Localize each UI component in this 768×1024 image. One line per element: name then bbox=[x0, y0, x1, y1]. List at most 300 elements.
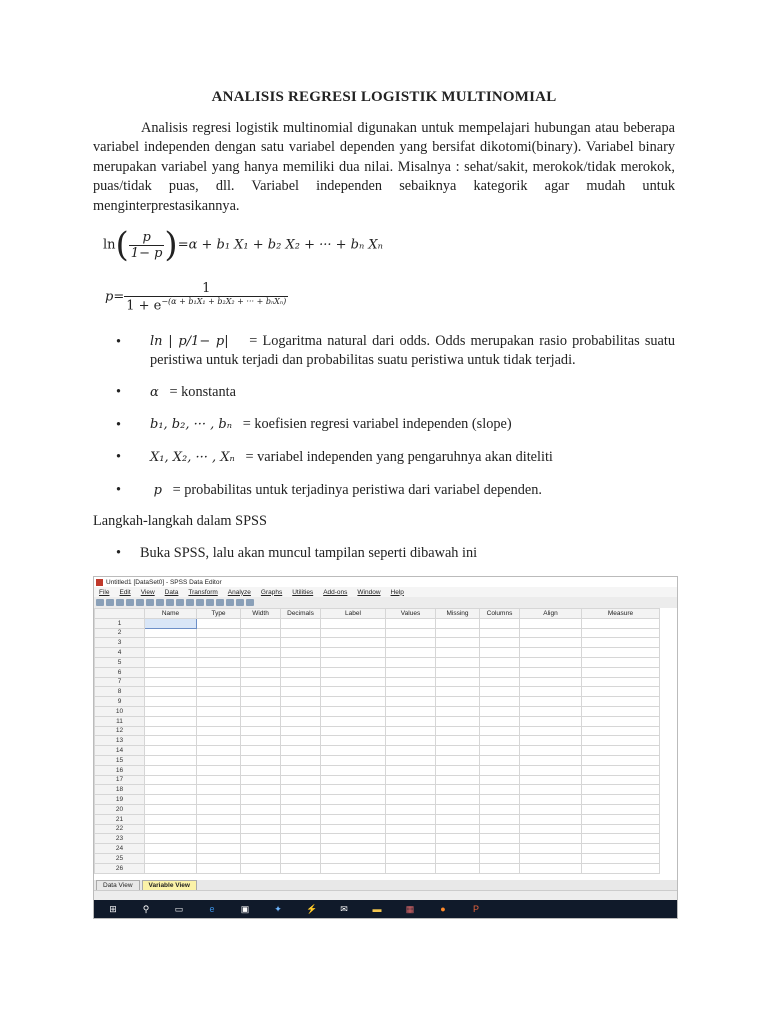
spss-cell[interactable] bbox=[197, 804, 241, 814]
spss-row-number[interactable]: 9 bbox=[95, 697, 145, 707]
spss-cell[interactable] bbox=[480, 667, 520, 677]
spss-column-header[interactable]: Missing bbox=[436, 609, 480, 619]
spss-cell[interactable] bbox=[436, 716, 480, 726]
spss-cell[interactable] bbox=[520, 853, 582, 863]
spss-cell[interactable] bbox=[436, 755, 480, 765]
spss-row-number[interactable]: 3 bbox=[95, 638, 145, 648]
spss-cell[interactable] bbox=[386, 648, 436, 658]
spss-cell[interactable] bbox=[241, 716, 281, 726]
spss-cell[interactable] bbox=[145, 736, 197, 746]
spss-cell[interactable] bbox=[145, 795, 197, 805]
spss-cell[interactable] bbox=[281, 755, 321, 765]
spss-cell[interactable] bbox=[241, 804, 281, 814]
spss-cell[interactable] bbox=[145, 844, 197, 854]
spss-cell[interactable] bbox=[197, 706, 241, 716]
spss-cell[interactable] bbox=[480, 844, 520, 854]
spss-cell[interactable] bbox=[321, 853, 386, 863]
spss-cell[interactable] bbox=[480, 765, 520, 775]
spss-cell[interactable] bbox=[480, 736, 520, 746]
spss-cell[interactable] bbox=[436, 765, 480, 775]
spss-row-number[interactable]: 26 bbox=[95, 863, 145, 873]
spss-cell[interactable] bbox=[386, 755, 436, 765]
find-icon[interactable] bbox=[176, 599, 184, 606]
spss-row-number[interactable]: 1 bbox=[95, 618, 145, 628]
spss-cell[interactable] bbox=[321, 677, 386, 687]
spss-cell[interactable] bbox=[480, 853, 520, 863]
spss-row-number[interactable]: 16 bbox=[95, 765, 145, 775]
spss-cell[interactable] bbox=[281, 687, 321, 697]
spss-row-number[interactable]: 10 bbox=[95, 706, 145, 716]
spss-cell[interactable] bbox=[197, 736, 241, 746]
spss-column-header[interactable]: Decimals bbox=[281, 609, 321, 619]
spss-cell[interactable] bbox=[480, 824, 520, 834]
spss-cell[interactable] bbox=[436, 844, 480, 854]
spss-cell[interactable] bbox=[480, 706, 520, 716]
spss-cell[interactable] bbox=[386, 814, 436, 824]
spss-cell[interactable] bbox=[241, 746, 281, 756]
tab-variable-view[interactable]: Variable View bbox=[142, 880, 197, 890]
spss-cell[interactable] bbox=[241, 834, 281, 844]
spss-cell[interactable] bbox=[480, 638, 520, 648]
spss-cell[interactable] bbox=[520, 863, 582, 873]
spss-cell[interactable] bbox=[480, 726, 520, 736]
spss-cell[interactable] bbox=[520, 618, 582, 628]
spss-cell[interactable] bbox=[520, 775, 582, 785]
spss-cell[interactable] bbox=[386, 844, 436, 854]
print-icon[interactable] bbox=[116, 599, 124, 606]
spss-cell[interactable] bbox=[480, 746, 520, 756]
spss-cell[interactable] bbox=[145, 775, 197, 785]
spss-cell[interactable] bbox=[281, 648, 321, 658]
spss-row-number[interactable]: 17 bbox=[95, 775, 145, 785]
spss-cell[interactable] bbox=[145, 667, 197, 677]
value-labels-icon[interactable] bbox=[236, 599, 244, 606]
spss-cell[interactable] bbox=[386, 638, 436, 648]
spss-cell[interactable] bbox=[197, 834, 241, 844]
spss-cell[interactable] bbox=[582, 706, 660, 716]
spss-cell[interactable] bbox=[321, 687, 386, 697]
select-cases-icon[interactable] bbox=[226, 599, 234, 606]
spss-cell[interactable] bbox=[197, 628, 241, 638]
spss-cell[interactable] bbox=[281, 726, 321, 736]
spss-cell[interactable] bbox=[197, 775, 241, 785]
spss-row-number[interactable]: 25 bbox=[95, 853, 145, 863]
spss-cell[interactable] bbox=[281, 716, 321, 726]
spss-cell[interactable] bbox=[241, 657, 281, 667]
spss-row-number[interactable]: 20 bbox=[95, 804, 145, 814]
spss-cell[interactable] bbox=[582, 648, 660, 658]
spss-cell[interactable] bbox=[582, 618, 660, 628]
spss-cell[interactable] bbox=[145, 618, 197, 628]
spss-cell[interactable] bbox=[520, 726, 582, 736]
spss-cell[interactable] bbox=[321, 628, 386, 638]
spss-cell[interactable] bbox=[386, 863, 436, 873]
mail-icon[interactable]: ✉ bbox=[340, 904, 348, 914]
firefox-icon[interactable]: ● bbox=[440, 904, 446, 914]
spss-cell[interactable] bbox=[436, 648, 480, 658]
insert-cases-icon[interactable] bbox=[186, 599, 194, 606]
spss-cell[interactable] bbox=[281, 814, 321, 824]
spss-menu-utilities[interactable]: Utilities bbox=[292, 588, 314, 596]
tab-data-view[interactable]: Data View bbox=[96, 880, 140, 890]
spss-cell[interactable] bbox=[582, 736, 660, 746]
spss-row-number[interactable]: 22 bbox=[95, 824, 145, 834]
spss-cell[interactable] bbox=[582, 667, 660, 677]
dropbox-icon[interactable]: ✦ bbox=[274, 904, 282, 914]
spss-cell[interactable] bbox=[582, 687, 660, 697]
spss-cell[interactable] bbox=[197, 844, 241, 854]
open-icon[interactable] bbox=[96, 599, 104, 606]
spss-cell[interactable] bbox=[480, 775, 520, 785]
spss-cell[interactable] bbox=[145, 853, 197, 863]
spss-cell[interactable] bbox=[520, 697, 582, 707]
split-file-icon[interactable] bbox=[206, 599, 214, 606]
spss-row-number[interactable]: 5 bbox=[95, 657, 145, 667]
spss-cell[interactable] bbox=[145, 863, 197, 873]
spss-column-header[interactable]: Name bbox=[145, 609, 197, 619]
spss-cell[interactable] bbox=[145, 677, 197, 687]
spss-cell[interactable] bbox=[241, 765, 281, 775]
spss-cell[interactable] bbox=[386, 657, 436, 667]
spss-cell[interactable] bbox=[386, 706, 436, 716]
spss-cell[interactable] bbox=[321, 648, 386, 658]
spss-cell[interactable] bbox=[582, 677, 660, 687]
spss-cell[interactable] bbox=[480, 657, 520, 667]
spss-cell[interactable] bbox=[145, 834, 197, 844]
spss-cell[interactable] bbox=[241, 755, 281, 765]
spss-cell[interactable] bbox=[145, 765, 197, 775]
spss-cell[interactable] bbox=[321, 618, 386, 628]
spss-cell[interactable] bbox=[436, 706, 480, 716]
spss-cell[interactable] bbox=[145, 746, 197, 756]
spss-cell[interactable] bbox=[582, 628, 660, 638]
spss-cell[interactable] bbox=[386, 775, 436, 785]
spss-cell[interactable] bbox=[321, 755, 386, 765]
spss-cell[interactable] bbox=[197, 687, 241, 697]
spss-cell[interactable] bbox=[386, 795, 436, 805]
spss-row-number[interactable]: 23 bbox=[95, 834, 145, 844]
spss-column-header[interactable]: Type bbox=[197, 609, 241, 619]
spss-cell[interactable] bbox=[281, 795, 321, 805]
spss-cell[interactable] bbox=[520, 716, 582, 726]
spss-cell[interactable] bbox=[241, 824, 281, 834]
goto-case-icon[interactable] bbox=[156, 599, 164, 606]
spss-cell[interactable] bbox=[145, 628, 197, 638]
spss-row-number[interactable]: 19 bbox=[95, 795, 145, 805]
spss-cell[interactable] bbox=[241, 677, 281, 687]
spss-cell[interactable] bbox=[436, 824, 480, 834]
spss-menu-window[interactable]: Window bbox=[357, 588, 381, 596]
spss-cell[interactable] bbox=[520, 667, 582, 677]
spss-menu-analyze[interactable]: Analyze bbox=[227, 588, 251, 596]
spss-row-number[interactable]: 8 bbox=[95, 687, 145, 697]
spss-cell[interactable] bbox=[321, 804, 386, 814]
undo-icon[interactable] bbox=[136, 599, 144, 606]
spss-cell[interactable] bbox=[321, 697, 386, 707]
spss-column-header[interactable]: Values bbox=[386, 609, 436, 619]
spss-cell[interactable] bbox=[480, 785, 520, 795]
spss-cell[interactable] bbox=[480, 795, 520, 805]
spss-cell[interactable] bbox=[436, 785, 480, 795]
weight-cases-icon[interactable] bbox=[216, 599, 224, 606]
spss-cell[interactable] bbox=[197, 863, 241, 873]
spss-cell[interactable] bbox=[582, 746, 660, 756]
spss-cell[interactable] bbox=[321, 765, 386, 775]
spss-cell[interactable] bbox=[386, 765, 436, 775]
store-icon[interactable]: ▣ bbox=[240, 904, 250, 914]
spss-cell[interactable] bbox=[197, 657, 241, 667]
spss-cell[interactable] bbox=[321, 716, 386, 726]
spss-cell[interactable] bbox=[520, 795, 582, 805]
spss-row-number[interactable]: 13 bbox=[95, 736, 145, 746]
spss-cell[interactable] bbox=[321, 824, 386, 834]
spss-cell[interactable] bbox=[582, 834, 660, 844]
spss-cell[interactable] bbox=[281, 834, 321, 844]
spss-cell[interactable] bbox=[197, 814, 241, 824]
insert-variable-icon[interactable] bbox=[196, 599, 204, 606]
spss-cell[interactable] bbox=[480, 814, 520, 824]
spss-cell[interactable] bbox=[520, 834, 582, 844]
spss-cell[interactable] bbox=[480, 648, 520, 658]
spss-cell[interactable] bbox=[241, 853, 281, 863]
spss-cell[interactable] bbox=[436, 804, 480, 814]
spss-cell[interactable] bbox=[520, 844, 582, 854]
windows-start-icon[interactable]: ⊞ bbox=[109, 904, 117, 914]
spss-cell[interactable] bbox=[386, 736, 436, 746]
spss-cell[interactable] bbox=[145, 716, 197, 726]
spss-cell[interactable] bbox=[436, 853, 480, 863]
spss-cell[interactable] bbox=[520, 628, 582, 638]
spss-cell[interactable] bbox=[582, 824, 660, 834]
spss-cell[interactable] bbox=[241, 706, 281, 716]
spss-cell[interactable] bbox=[197, 697, 241, 707]
spss-cell[interactable] bbox=[197, 853, 241, 863]
spss-cell[interactable] bbox=[197, 716, 241, 726]
spss-cell[interactable] bbox=[281, 667, 321, 677]
spss-cell[interactable] bbox=[321, 657, 386, 667]
spss-cell[interactable] bbox=[281, 657, 321, 667]
spss-menu-addons[interactable]: Add-ons bbox=[323, 588, 348, 596]
spss-cell[interactable] bbox=[480, 716, 520, 726]
spss-cell[interactable] bbox=[386, 726, 436, 736]
spss-cell[interactable] bbox=[582, 697, 660, 707]
spss-cell[interactable] bbox=[436, 628, 480, 638]
spss-menu-data[interactable]: Data bbox=[164, 588, 179, 596]
spss-cell[interactable] bbox=[145, 755, 197, 765]
spss-cell[interactable] bbox=[386, 687, 436, 697]
spss-cell[interactable] bbox=[480, 834, 520, 844]
spss-cell[interactable] bbox=[321, 706, 386, 716]
spss-taskbar-icon[interactable]: ▦ bbox=[405, 904, 415, 914]
spss-cell[interactable] bbox=[520, 746, 582, 756]
spss-cell[interactable] bbox=[197, 618, 241, 628]
spss-cell[interactable] bbox=[582, 804, 660, 814]
save-icon[interactable] bbox=[106, 599, 114, 606]
spss-cell[interactable] bbox=[520, 648, 582, 658]
spss-column-header[interactable]: Align bbox=[520, 609, 582, 619]
spss-cell[interactable] bbox=[241, 648, 281, 658]
spss-cell[interactable] bbox=[582, 657, 660, 667]
spss-cell[interactable] bbox=[281, 824, 321, 834]
spss-cell[interactable] bbox=[241, 785, 281, 795]
spss-cell[interactable] bbox=[321, 736, 386, 746]
spss-cell[interactable] bbox=[386, 628, 436, 638]
spss-cell[interactable] bbox=[241, 795, 281, 805]
spss-cell[interactable] bbox=[436, 834, 480, 844]
dialog-recall-icon[interactable] bbox=[126, 599, 134, 606]
spss-cell[interactable] bbox=[582, 795, 660, 805]
spss-row-number[interactable]: 2 bbox=[95, 628, 145, 638]
spss-column-header[interactable]: Width bbox=[241, 609, 281, 619]
spss-cell[interactable] bbox=[582, 755, 660, 765]
spss-cell[interactable] bbox=[520, 804, 582, 814]
spss-cell[interactable] bbox=[386, 716, 436, 726]
spss-cell[interactable] bbox=[197, 648, 241, 658]
spss-cell[interactable] bbox=[197, 824, 241, 834]
spss-cell[interactable] bbox=[582, 726, 660, 736]
spss-menu-edit[interactable]: Edit bbox=[119, 588, 131, 596]
spss-cell[interactable] bbox=[520, 755, 582, 765]
spss-row-number[interactable]: 14 bbox=[95, 746, 145, 756]
spss-cell[interactable] bbox=[145, 706, 197, 716]
spss-column-header[interactable]: Measure bbox=[582, 609, 660, 619]
spss-cell[interactable] bbox=[241, 736, 281, 746]
spss-cell[interactable] bbox=[520, 687, 582, 697]
spss-row-number[interactable]: 21 bbox=[95, 814, 145, 824]
spss-cell[interactable] bbox=[241, 687, 281, 697]
use-sets-icon[interactable] bbox=[246, 599, 254, 606]
spss-menu-view[interactable]: View bbox=[140, 588, 155, 596]
spss-cell[interactable] bbox=[582, 716, 660, 726]
spss-column-header[interactable]: Columns bbox=[480, 609, 520, 619]
spss-cell[interactable] bbox=[386, 618, 436, 628]
search-icon[interactable]: ⚲ bbox=[142, 904, 150, 914]
spss-cell[interactable] bbox=[321, 667, 386, 677]
spss-cell[interactable] bbox=[241, 863, 281, 873]
spss-cell[interactable] bbox=[582, 765, 660, 775]
redo-icon[interactable] bbox=[146, 599, 154, 606]
spss-cell[interactable] bbox=[145, 638, 197, 648]
spss-cell[interactable] bbox=[281, 775, 321, 785]
spss-cell[interactable] bbox=[386, 746, 436, 756]
spss-cell[interactable] bbox=[520, 736, 582, 746]
spss-cell[interactable] bbox=[480, 863, 520, 873]
spss-cell[interactable] bbox=[386, 667, 436, 677]
spss-cell[interactable] bbox=[241, 775, 281, 785]
spss-cell[interactable] bbox=[520, 638, 582, 648]
spss-row-number[interactable]: 7 bbox=[95, 677, 145, 687]
spss-cell[interactable] bbox=[197, 755, 241, 765]
spss-cell[interactable] bbox=[281, 736, 321, 746]
spss-cell[interactable] bbox=[436, 863, 480, 873]
spss-row-number[interactable]: 12 bbox=[95, 726, 145, 736]
spss-cell[interactable] bbox=[145, 814, 197, 824]
spss-cell[interactable] bbox=[281, 628, 321, 638]
spss-cell[interactable] bbox=[241, 667, 281, 677]
spss-cell[interactable] bbox=[520, 677, 582, 687]
spss-cell[interactable] bbox=[281, 706, 321, 716]
spss-cell[interactable] bbox=[436, 657, 480, 667]
spss-menu-graphs[interactable]: Graphs bbox=[260, 588, 283, 596]
spss-cell[interactable] bbox=[520, 657, 582, 667]
spss-cell[interactable] bbox=[321, 726, 386, 736]
spss-cell[interactable] bbox=[520, 814, 582, 824]
spss-cell[interactable] bbox=[436, 687, 480, 697]
spss-cell[interactable] bbox=[386, 677, 436, 687]
spss-cell[interactable] bbox=[197, 726, 241, 736]
spss-cell[interactable] bbox=[386, 804, 436, 814]
spss-cell[interactable] bbox=[197, 785, 241, 795]
spss-cell[interactable] bbox=[436, 677, 480, 687]
spss-cell[interactable] bbox=[436, 697, 480, 707]
spss-cell[interactable] bbox=[436, 775, 480, 785]
spss-cell[interactable] bbox=[145, 824, 197, 834]
spss-cell[interactable] bbox=[436, 736, 480, 746]
spss-cell[interactable] bbox=[480, 628, 520, 638]
spss-cell[interactable] bbox=[480, 755, 520, 765]
spss-cell[interactable] bbox=[436, 667, 480, 677]
spss-menu-transform[interactable]: Transform bbox=[188, 588, 218, 596]
spss-cell[interactable] bbox=[480, 687, 520, 697]
spss-row-number[interactable]: 15 bbox=[95, 755, 145, 765]
task-view-icon[interactable]: ▭ bbox=[174, 904, 184, 914]
spss-cell[interactable] bbox=[281, 804, 321, 814]
spss-cell[interactable] bbox=[321, 746, 386, 756]
spss-cell[interactable] bbox=[241, 618, 281, 628]
spss-cell[interactable] bbox=[145, 648, 197, 658]
spss-cell[interactable] bbox=[321, 844, 386, 854]
spss-cell[interactable] bbox=[241, 638, 281, 648]
spss-cell[interactable] bbox=[241, 697, 281, 707]
spss-cell[interactable] bbox=[197, 765, 241, 775]
spss-cell[interactable] bbox=[281, 746, 321, 756]
spss-cell[interactable] bbox=[436, 638, 480, 648]
spss-cell[interactable] bbox=[582, 844, 660, 854]
spss-cell[interactable] bbox=[197, 667, 241, 677]
spss-cell[interactable] bbox=[145, 726, 197, 736]
spss-cell[interactable] bbox=[281, 765, 321, 775]
spss-cell[interactable] bbox=[386, 853, 436, 863]
folder-icon[interactable]: ▬ bbox=[372, 904, 382, 914]
spss-cell[interactable] bbox=[386, 834, 436, 844]
spss-cell[interactable] bbox=[281, 618, 321, 628]
spss-cell[interactable] bbox=[436, 814, 480, 824]
spss-cell[interactable] bbox=[520, 785, 582, 795]
spss-cell[interactable] bbox=[197, 677, 241, 687]
spss-cell[interactable] bbox=[145, 657, 197, 667]
spss-cell[interactable] bbox=[197, 795, 241, 805]
spss-row-number[interactable]: 11 bbox=[95, 716, 145, 726]
spss-cell[interactable] bbox=[436, 795, 480, 805]
spss-row-number[interactable]: 24 bbox=[95, 844, 145, 854]
spss-cell[interactable] bbox=[281, 853, 321, 863]
powerpoint-icon[interactable]: P bbox=[472, 904, 479, 914]
spss-cell[interactable] bbox=[145, 687, 197, 697]
spss-cell[interactable] bbox=[145, 804, 197, 814]
spss-cell[interactable] bbox=[281, 863, 321, 873]
spss-cell[interactable] bbox=[241, 628, 281, 638]
spss-cell[interactable] bbox=[197, 638, 241, 648]
spss-cell[interactable] bbox=[281, 638, 321, 648]
spss-cell[interactable] bbox=[281, 697, 321, 707]
spss-cell[interactable] bbox=[582, 775, 660, 785]
spss-cell[interactable] bbox=[145, 785, 197, 795]
spss-row-number[interactable]: 6 bbox=[95, 667, 145, 677]
spss-cell[interactable] bbox=[582, 638, 660, 648]
spss-cell[interactable] bbox=[480, 804, 520, 814]
spss-cell[interactable] bbox=[582, 853, 660, 863]
spss-cell[interactable] bbox=[480, 697, 520, 707]
